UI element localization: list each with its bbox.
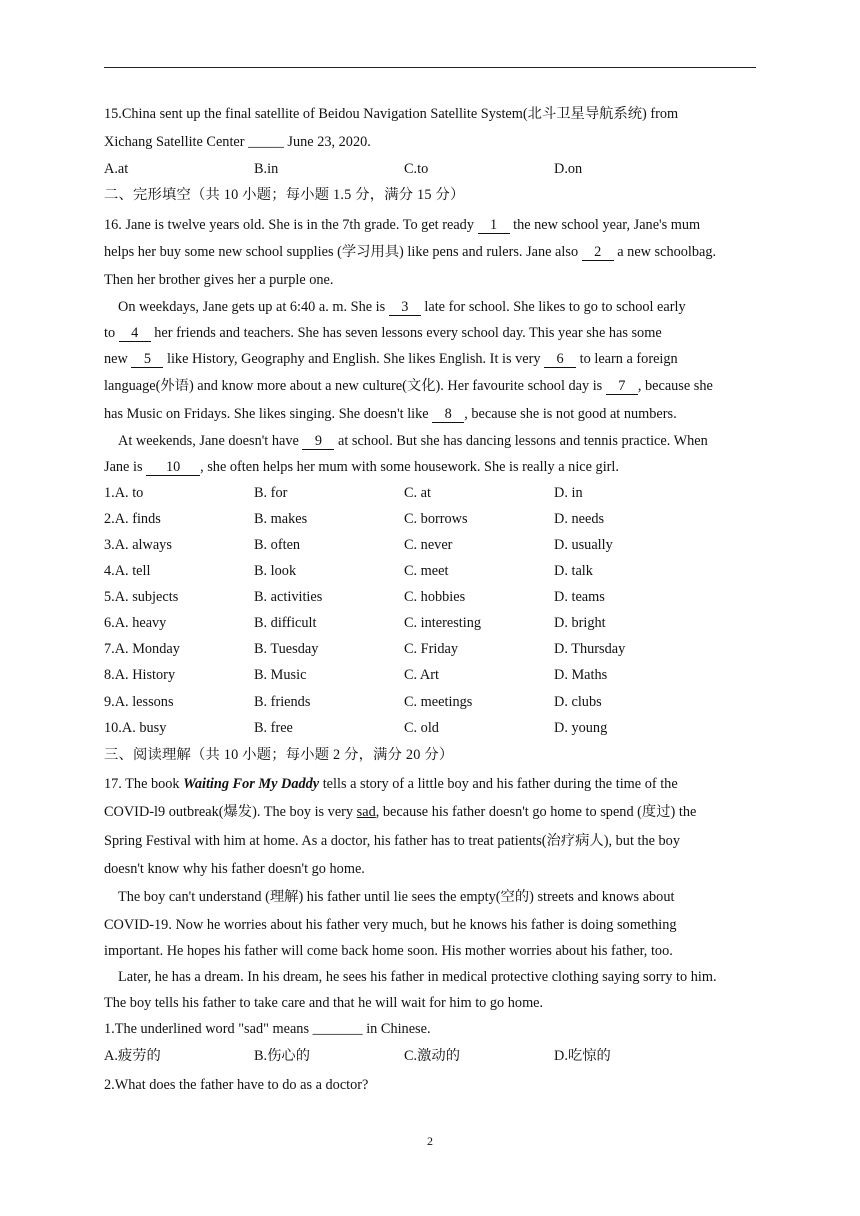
blank-10: 10 — [146, 459, 200, 476]
cloze-7-option-a: 7.A. Monday — [104, 641, 180, 657]
cloze-3-option-b: B. often — [254, 537, 301, 553]
cloze-line-5: to 4 her friends and teachers. She has seven lessons every school day. This year she has some — [104, 325, 662, 341]
cloze-8-option-d: D. Maths — [554, 667, 608, 683]
cloze-4-option-a: 4.A. tell — [104, 563, 151, 579]
cloze-8-option-a: 8.A. History — [104, 667, 176, 683]
cloze-1-option-d: D. in — [554, 485, 583, 501]
cloze-10-option-a: 10.A. busy — [104, 720, 167, 736]
reading-line-4: doesn't know why his father doesn't go home. — [104, 861, 365, 877]
cloze-4-option-b: B. look — [254, 563, 297, 579]
blank-4: 4 — [119, 325, 151, 342]
cloze-line-1: 16. Jane is twelve years old. She is in the 7th grade. To get ready 1 the new school year, Jane's mum — [104, 217, 701, 233]
cloze-5-option-c: C. hobbies — [404, 589, 466, 605]
cloze-2-option-d: D. needs — [554, 511, 605, 527]
cloze-7-option-c: C. Friday — [404, 641, 459, 657]
page-number: 2 — [427, 1134, 433, 1148]
cloze-6-option-d: D. bright — [554, 615, 606, 631]
reading-line-2: COVID-l9 outbreak(爆发). The boy is very sad, because his father doesn't go home to spend (度过) the — [104, 804, 697, 820]
cloze-9-option-c: C. meetings — [404, 694, 473, 710]
cloze-3-option-a: 3.A. always — [104, 537, 172, 553]
section-2-title: 二、完形填空（共 10 小题；每小题 1.5 分，满分 15 分） — [104, 187, 465, 203]
cloze-8-option-c: C. Art — [404, 667, 439, 683]
q15-line-1: 15.China sent up the final satellite of Beidou Navigation Satellite System(北斗卫星导航系统) from — [104, 106, 679, 122]
section-3-title: 三、阅读理解（共 10 小题；每小题 2 分，满分 20 分） — [104, 747, 454, 763]
q15-option-a: A.at — [104, 161, 129, 177]
cloze-line-7: language(外语) and know more about a new culture(文化). Her favourite school day is 7 , because she — [104, 378, 713, 394]
reading-q1-option-d: D.吃惊的 — [554, 1048, 611, 1064]
blank-9: 9 — [302, 433, 334, 450]
cloze-line-4: On weekdays, Jane gets up at 6:40 a. m. She is 3 late for school. She likes to go to school early — [118, 299, 686, 315]
reading-line-1: 17. The book Waiting For My Daddy tells a story of a little boy and his father during the time of the — [104, 776, 678, 792]
cloze-9-option-d: D. clubs — [554, 694, 602, 710]
underlined-word-sad: sad — [356, 804, 376, 820]
reading-q1-option-b: B.伤心的 — [254, 1048, 311, 1064]
cloze-8-option-b: B. Music — [254, 667, 307, 683]
cloze-2-option-b: B. makes — [254, 511, 308, 527]
reading-q2-text: 2.What does the father have to do as a doctor? — [104, 1077, 369, 1093]
reading-line-9: The boy tells his father to take care and that he will wait for him to go home. — [104, 995, 544, 1011]
header-rule — [104, 67, 756, 68]
cloze-7-option-b: B. Tuesday — [254, 641, 319, 657]
cloze-1-option-c: C. at — [404, 485, 432, 501]
blank-3: 3 — [389, 299, 421, 316]
reading-line-6: COVID-19. Now he worries about his father very much, but he knows his father is doing something — [104, 917, 677, 933]
cloze-6-option-c: C. interesting — [404, 615, 482, 631]
cloze-line-2: helps her buy some new school supplies (学习用具) like pens and rulers. Jane also 2 a new schoolbag. — [104, 244, 717, 260]
cloze-line-3: Then her brother gives her a purple one. — [104, 272, 334, 288]
cloze-2-option-c: C. borrows — [404, 511, 468, 527]
reading-line-5: The boy can't understand (理解) his father until lie sees the empty(空的) streets and knows about — [118, 889, 675, 905]
cloze-2-option-a: 2.A. finds — [104, 511, 161, 527]
blank-8: 8 — [432, 406, 464, 423]
cloze-9-option-b: B. friends — [254, 694, 311, 710]
cloze-5-option-d: D. teams — [554, 589, 605, 605]
cloze-line-8: has Music on Fridays. She likes singing. She doesn't like 8 , because she is not good at numbers. — [104, 406, 677, 422]
cloze-line-10: Jane is 10 , she often helps her mum with some housework. She is really a nice girl. — [104, 459, 619, 475]
cloze-line-9: At weekends, Jane doesn't have 9 at school. But she has dancing lessons and tennis practice. When — [118, 433, 708, 449]
reading-line-3: Spring Festival with him at home. As a doctor, his father has to treat patients(治疗病人), but the boy — [104, 833, 680, 849]
reading-q1-text: 1.The underlined word "sad" means _______ in Chinese. — [104, 1021, 431, 1037]
cloze-7-option-d: D. Thursday — [554, 641, 626, 657]
q15-option-c: C.to — [404, 161, 429, 177]
cloze-5-option-a: 5.A. subjects — [104, 589, 179, 605]
reading-line-7: important. He hopes his father will come back home soon. His mother worries about his father, too. — [104, 943, 673, 959]
q15-line-2: Xichang Satellite Center _____ June 23, 2020. — [104, 134, 371, 150]
cloze-3-option-c: C. never — [404, 537, 453, 553]
cloze-1-option-b: B. for — [254, 485, 288, 501]
reading-q1-option-c: C.激动的 — [404, 1048, 461, 1064]
q15-option-b: B.in — [254, 161, 279, 177]
cloze-4-option-c: C. meet — [404, 563, 449, 579]
blank-2: 2 — [582, 244, 614, 261]
cloze-1-option-a: 1.A. to — [104, 485, 144, 501]
cloze-4-option-d: D. talk — [554, 563, 593, 579]
cloze-10-option-b: B. free — [254, 720, 293, 736]
cloze-3-option-d: D. usually — [554, 537, 613, 553]
reading-q1-option-a: A.疲劳的 — [104, 1048, 161, 1064]
q15-option-d: D.on — [554, 161, 583, 177]
blank-5: 5 — [131, 351, 163, 368]
cloze-6-option-a: 6.A. heavy — [104, 615, 167, 631]
cloze-6-option-b: B. difficult — [254, 615, 317, 631]
blank-6: 6 — [544, 351, 576, 368]
cloze-line-6: new 5 like History, Geography and English. She likes English. It is very 6 to learn a foreign — [104, 351, 678, 367]
reading-line-8: Later, he has a dream. In his dream, he sees his father in medical protective clothing saying sorry to him. — [118, 969, 717, 985]
cloze-5-option-b: B. activities — [254, 589, 323, 605]
book-title: Waiting For My Daddy — [183, 776, 320, 792]
cloze-9-option-a: 9.A. lessons — [104, 694, 174, 710]
blank-1: 1 — [478, 217, 510, 234]
cloze-10-option-c: C. old — [404, 720, 439, 736]
blank-7: 7 — [606, 378, 638, 395]
cloze-10-option-d: D. young — [554, 720, 608, 736]
